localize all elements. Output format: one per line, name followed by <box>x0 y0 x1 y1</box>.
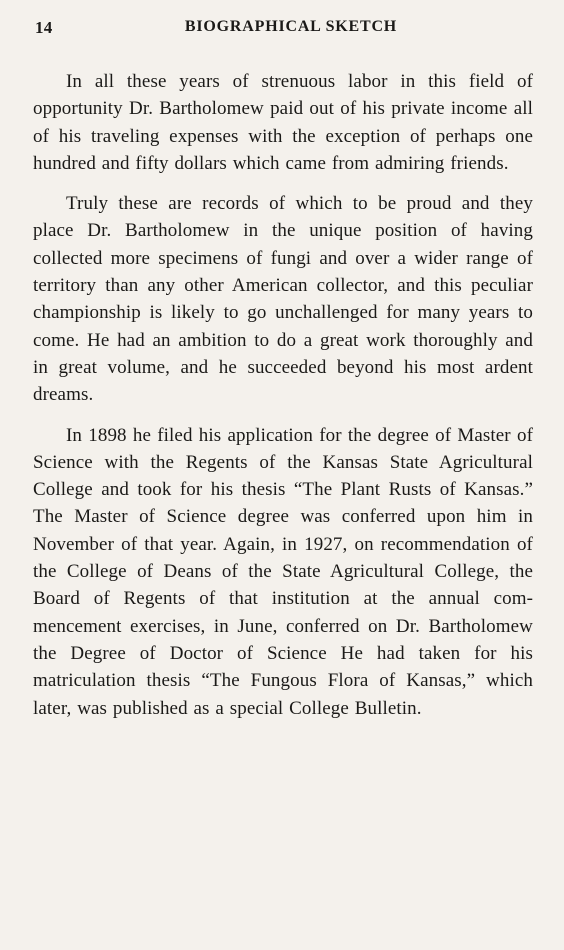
page-header <box>35 18 529 42</box>
running-head: BIOGRAPHICAL SKETCH <box>184 18 398 35</box>
paragraph-1: In all these years of strenuous labor in this field of opportunity Dr. Bartholomew paid out of his private income all of his traveling expenses with the exception of perhaps one hundred and fifty dollars which came from admiring friends. <box>33 71 533 174</box>
paragraph-3: In 1898 he filed his application for the degree of Master of Science with the Regents of the Kansas State Agricultural College and took for his thesis “The Plant Rusts of Kansas.” The Master of Science degree was conferred upon him in November of that year. Again, in 1927, on recommendation of the College of Deans of the State Agricultural College, the Board of Regents of that institution at the annual commencement exercises, in June, conferred on Dr. Bartholomew the Degree of Doctor of Science He had taken for his matriculation thesis “The Fungous Flora of Kansas,” which later, was published as a special College Bulletin. <box>33 424 533 719</box>
page-number: 14 <box>35 18 53 37</box>
paragraph-2: Truly these are records of which to be proud and they place Dr. Bartholomew in the unique position of having collected more specimens of fungi and over a wider range of territory than any other American collector, and this peculiar championship is likely to go unchallenged for many years to come. He had an ambition to do a great work thoroughly and in great volume, and he succeeded beyond his most ardent dreams. <box>33 193 533 406</box>
body-text <box>33 68 533 722</box>
